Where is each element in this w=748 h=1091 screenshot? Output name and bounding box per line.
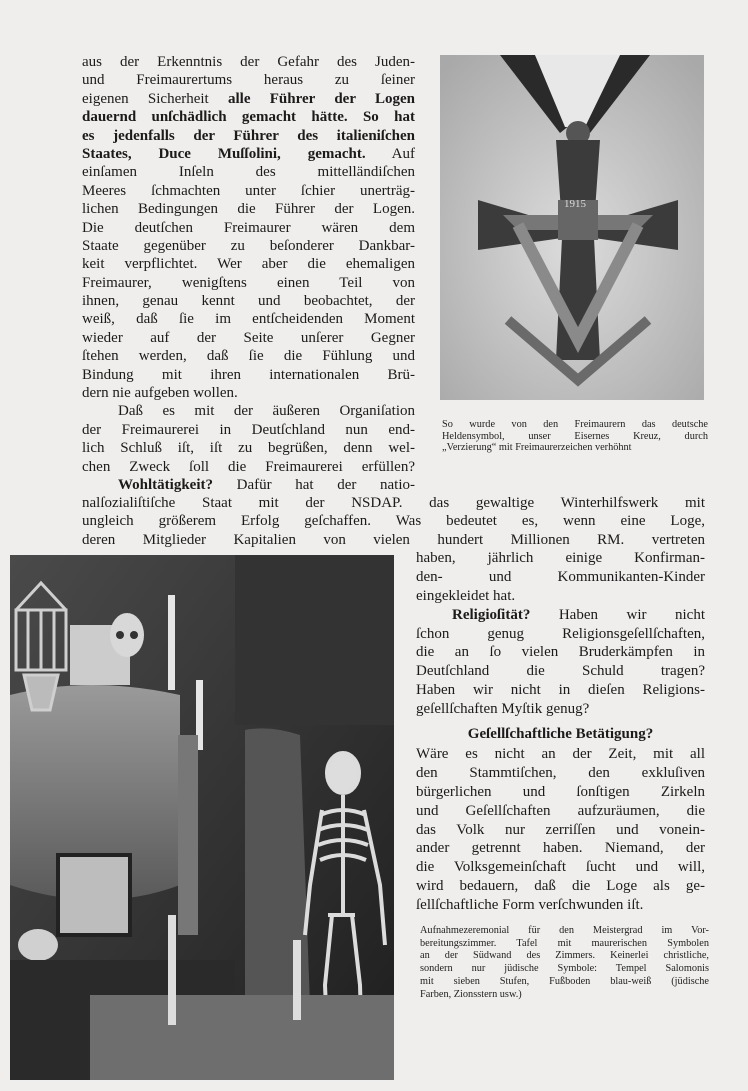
text-line: [416, 802, 705, 821]
text-line: [82, 292, 415, 310]
right-column-text: [416, 549, 705, 915]
text-segment: bürgerlichen und ſonſtigen Zirkeln: [416, 783, 705, 800]
bold-text: dauernd unſchädlich gemacht hätte. So hat: [82, 109, 415, 126]
text-segment: lichen Bedingungen die Führer der Logen.: [82, 201, 415, 218]
text-segment: den- und Kommunikanten-Kinder: [416, 568, 705, 585]
text-segment: Haben wir nicht in dieſen Religions-: [416, 682, 705, 699]
text-line: [82, 512, 705, 530]
text-segment: das Volk nur zerriſſen und vonein-: [416, 821, 705, 838]
text-segment: eigenen Sicherheit: [82, 90, 228, 107]
caption-line: an der Südwand des Zimmers. Keinerlei christliche,: [420, 950, 709, 962]
text-line: [82, 458, 415, 476]
text-segment: Bindung mit ihren internationalen Brü-: [82, 366, 415, 383]
text-line: [416, 858, 705, 877]
text-segment: Daß es mit der äußeren Organiſation: [118, 403, 415, 420]
bold-text: Geſellſchaftliche Betätigung?: [467, 726, 654, 743]
text-line: [82, 145, 415, 163]
text-line: [82, 53, 415, 71]
text-segment: einſamen Inſeln des mittelländiſchen: [82, 164, 415, 181]
text-line: [82, 71, 415, 89]
text-segment: deren Mitglieder Kapitalien von vielen hundert Millionen RM. vertreten: [82, 531, 705, 548]
caption-line: „Verzierung“ mit Freimaurerzeichen verhöhnt: [442, 442, 632, 454]
text-line: [82, 531, 705, 549]
text-line: [416, 643, 705, 662]
text-line: [82, 219, 415, 237]
text-segment: eingekleidet hat.: [416, 587, 516, 604]
text-segment: Haben wir nicht: [530, 606, 705, 623]
text-segment: die an ſo vielen Bruderkämpfen in: [416, 644, 705, 661]
floor: [90, 995, 394, 1080]
text-line: [82, 310, 415, 328]
text-line: [416, 662, 705, 681]
medal-year-engraving: 1915: [564, 198, 586, 210]
caption-line: Aufnahmezeremonial für den Meistergrad im Vor-: [420, 925, 709, 936]
text-segment: ungleich größerem Erfolg geſchaffen. Was bedeutet es, wenn eine Loge,: [82, 513, 705, 530]
medal-caption: [442, 419, 708, 454]
text-line: [416, 549, 705, 568]
text-segment: dern nie aufgeben wollen.: [82, 385, 238, 402]
bold-text: Religioſität?: [452, 606, 531, 623]
text-segment: Auf: [365, 145, 415, 162]
text-segment: weiß, daß ſie im entſcheidenden Moment: [82, 311, 415, 328]
text-line: [82, 108, 415, 126]
text-line: [82, 366, 415, 384]
text-line: [82, 200, 415, 218]
framed-picture: [58, 855, 130, 935]
text-segment: ſellſchaftliche Form verſchwunden iſt.: [416, 897, 644, 914]
text-line: [82, 127, 415, 145]
text-line: [82, 476, 415, 494]
text-line: [82, 90, 415, 108]
text-segment: ihnen, genau kennt und beobachtet, der: [82, 293, 415, 310]
full-width-text: [82, 494, 705, 549]
text-segment: ander getrennt haben. Niemand, der: [416, 840, 705, 857]
text-segment: Dafür hat der natio-: [213, 476, 415, 493]
text-line: [82, 347, 415, 365]
text-segment: ſtehen werden, daß ſie die Fühlung und: [82, 348, 415, 365]
caption-line: sondern nur jüdische Symbole: Tempel Salomonis: [420, 963, 709, 975]
candle: [168, 595, 175, 690]
text-segment: geſellſchaften Myſtik genug?: [416, 701, 590, 718]
iron-cross-medal-photo: [440, 55, 704, 400]
text-line: [416, 821, 705, 840]
text-line: [82, 237, 415, 255]
text-line: [82, 163, 415, 181]
text-line: [416, 625, 705, 644]
text-line: [82, 182, 415, 200]
text-line: [82, 421, 415, 439]
text-line: [416, 568, 705, 587]
text-line: [82, 384, 415, 402]
ceremony-room-photo: [10, 555, 394, 1080]
text-line: [82, 439, 415, 457]
text-line: [416, 877, 705, 896]
text-line: [416, 606, 705, 625]
caption-line: mit sieben Stufen, Fußboden blau-weiß (jüdische: [420, 975, 709, 987]
text-segment: die Volksgemeinſchaft ſucht und will,: [416, 859, 705, 876]
text-line: [416, 839, 705, 858]
text-segment: Freimaurer, wenigſtens einen Teil von: [82, 274, 415, 291]
skull: [18, 929, 58, 961]
text-segment: Wäre es nicht an der Zeit, mit all: [416, 746, 705, 763]
text-segment: wird bedauern, daß die Loge als ge-: [416, 878, 705, 895]
text-segment: haben, jährlich einige Konfirman-: [416, 550, 705, 566]
text-segment: nalſozialiſtiſche Staat mit der NSDAP. das gewaltige Winterhilfswerk mit: [82, 495, 705, 511]
bold-text: alle Führer der Logen: [228, 90, 415, 107]
text-segment: aus der Erkenntnis der Gefahr des Juden-: [82, 54, 415, 70]
text-segment: chen Zweck ſoll die Freimaurerei erfüllen?: [82, 458, 415, 475]
text-line: [416, 783, 705, 802]
text-segment: keit verpflichtet. Wer aber die ehemaligen: [82, 256, 415, 273]
text-line: [82, 329, 415, 347]
text-line: [416, 896, 705, 915]
text-line: [416, 587, 705, 606]
text-segment: und Freimaurertums heraus zu ſeiner: [82, 72, 415, 89]
caption-line: Heldensymbol, unser Eisernes Kreuz, durch: [442, 430, 708, 442]
text-line: [416, 764, 705, 783]
caption-line: bereitungszimmer. Tafel mit maurerischen Symbolen: [420, 937, 709, 949]
bold-text: es jedenfalls der Führer des italieniſchen: [82, 127, 415, 144]
text-segment: Deutſchland die Schuld tragen?: [416, 663, 705, 680]
left-column-text: [82, 53, 415, 494]
section-heading: [416, 719, 705, 745]
bold-text: Wohltätigkeit?: [118, 476, 214, 493]
caption-line: Farben, Zionsstern usw.): [420, 988, 522, 1000]
text-segment: Meeres ſchmachten unter ſchier unerträg-: [82, 182, 415, 199]
skull: [110, 613, 144, 657]
text-segment: Die deutſchen Freimaurer wären dem: [82, 219, 415, 236]
text-line: [416, 745, 705, 764]
text-segment: Staate gegenüber zu beſonderer Dankbar-: [82, 237, 415, 254]
text-segment: den Stammtiſchen, den exkluſiven: [416, 764, 705, 781]
text-line: [416, 681, 705, 700]
text-segment: wieder auf der Seite unſerer Gegner: [82, 329, 415, 346]
text-line: [82, 274, 415, 292]
text-segment: ſchon genug Religionsgeſellſchaften,: [416, 625, 705, 642]
text-segment: und Geſellſchaften aufzuräumen, die: [416, 802, 705, 819]
text-line: [82, 255, 415, 273]
text-segment: lich Schluß iſt, iſt zu begrüßen, denn wel-: [82, 440, 415, 457]
bold-text: Staates, Duce Muſſolini, gemacht.: [82, 145, 366, 162]
caption-line: So wurde von den Freimaurern das deutsche: [442, 419, 708, 430]
ceremony-caption: [420, 925, 709, 1001]
text-line: [82, 494, 705, 512]
text-line: [82, 402, 415, 420]
text-segment: der Freimaurerei in Deutſchland nun end-: [82, 421, 415, 438]
text-line: [416, 700, 705, 719]
